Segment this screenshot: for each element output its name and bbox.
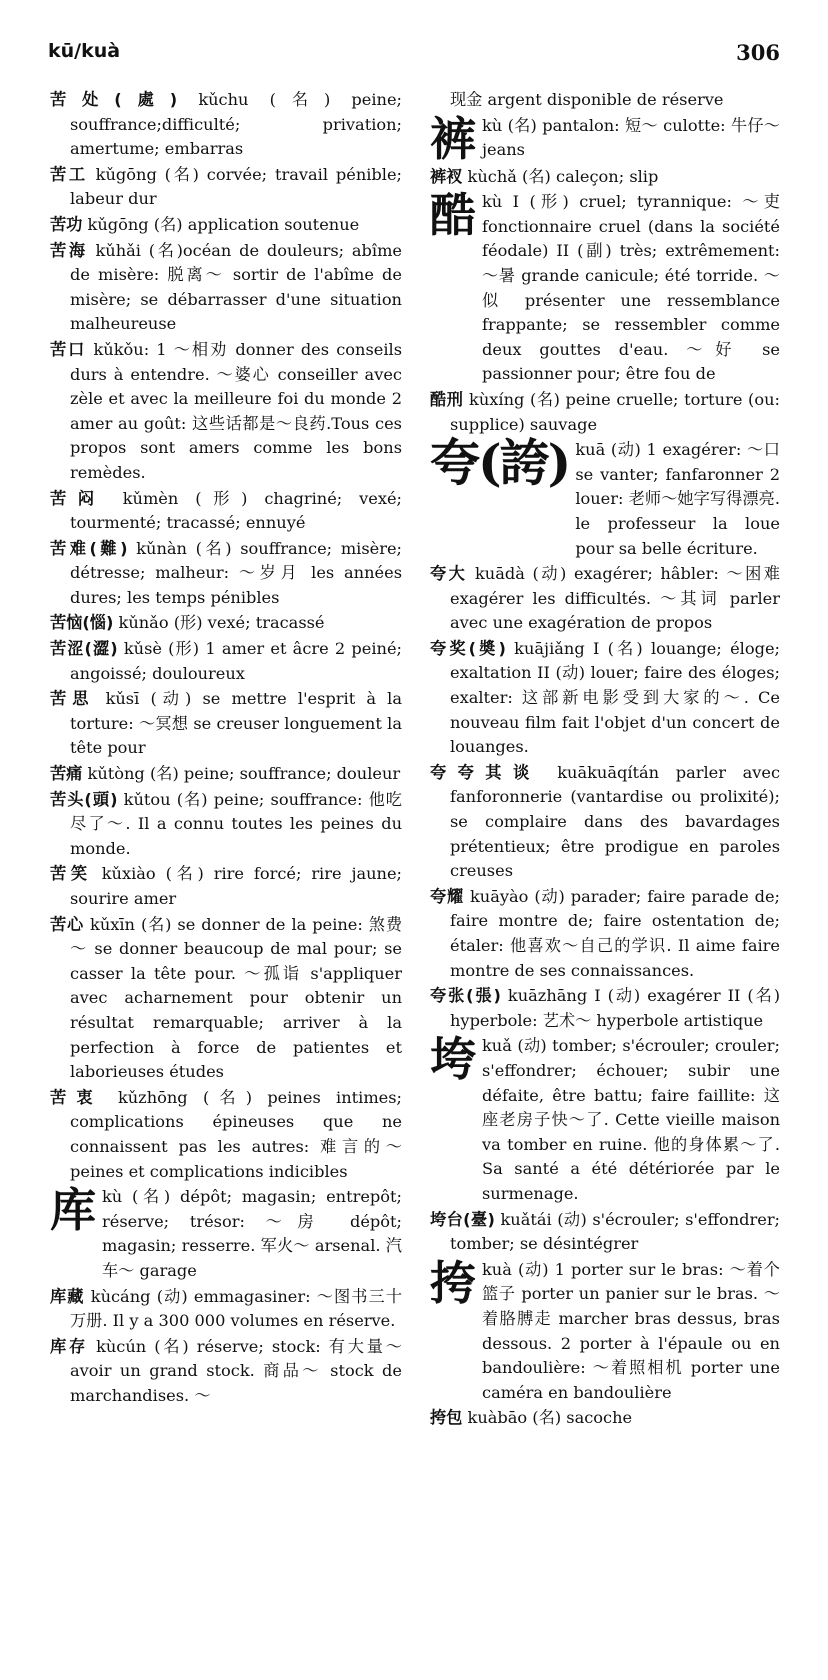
headword: 苦痛 (50, 764, 83, 784)
definition: kǔchu (名) peine; souffrance;difficulté; privation; amertume; embarras (70, 90, 403, 159)
headword: 苦处(處) (50, 90, 178, 109)
definition: kǔxiào (名) rire forcé; rire jaune; sourire amer (70, 864, 402, 908)
dictionary-entry (50, 88, 402, 162)
definition: kuādà (动) exagérer; hâbler: ～困难 exagérer les difficultés. ～其词 parler avec une exagération de propos (450, 564, 780, 633)
main-entry-kua (430, 433, 780, 561)
headword: 苦功 (50, 214, 83, 234)
headword: 库藏 (50, 1286, 85, 1306)
dictionary-entry (50, 637, 402, 686)
dictionary-entry (50, 338, 402, 486)
definition: kùchǎ (名) caleçon; slip (462, 166, 659, 186)
main-entry-ku-pantalon (430, 111, 780, 166)
dictionary-entry (50, 1086, 402, 1184)
dictionary-entry (50, 213, 402, 238)
definition: kǔnàn (名) souffrance; misère; détresse; malheur: ～岁月 les années dures; les temps pénibles (70, 538, 402, 607)
page-header (48, 40, 780, 70)
headword: 苦衷 (50, 1087, 103, 1107)
headword: 苦笑 (50, 864, 92, 884)
main-character: 挎 (430, 1255, 476, 1310)
headword: 夸耀 (430, 886, 464, 906)
headword: 夸张(張) (430, 986, 501, 1006)
headword: 夸夸其谈 (430, 762, 541, 782)
dictionary-entry (50, 1285, 402, 1334)
right-column (430, 88, 780, 1432)
definition: kuājiǎng I (名) louange; éloge; exaltation II (动) louer; faire des éloges; exalter: 这部新电影受到大家的～. Ce nouveau film fait l'objet d'un concert de louanges. (450, 638, 780, 757)
continuation-text: 现金 argent disponible de réserve (450, 90, 724, 109)
main-character: 裤 (430, 111, 476, 166)
definition: kuākuāqítán parler avec fanforonnerie (vantardise ou prolixité); se complaire dans des bavardages prétentieux; être prodigue en paroles creuses (450, 762, 781, 881)
dictionary-entry (430, 1406, 780, 1431)
definition: kǔtou (名) peine; souffrance: 他吃尽了～. Il a connu toutes les peines du monde. (70, 789, 402, 858)
headword: 夸奖(奬) (430, 638, 506, 658)
definition: kǔgōng (名) application soutenue (82, 214, 360, 234)
dictionary-entry (430, 562, 780, 636)
headword: 挎包 (430, 1408, 463, 1428)
headword: 苦心 (50, 914, 85, 934)
definition: kùcáng (动) emmagasiner: ～图书三十万册. Il y a 300 000 volumes en réserve. (70, 1286, 402, 1331)
headword: 苦头(頭) (50, 789, 118, 809)
left-column (50, 88, 402, 1409)
headword: 苦思 (50, 689, 95, 709)
definition: kǔkǒu: 1 ～相劝 donner des conseils durs à entendre. ～婆心 conseiller avec zèle et avec la meilleure foi du monde 2 amer au goût: 这些话都是～良药.Tous ces propos sont amers comme les bons remèdes. (70, 339, 402, 482)
main-entry-ku-depot (50, 1185, 402, 1283)
dictionary-entry (50, 913, 402, 1085)
definition: kǔxīn (名) se donner de la peine: 煞费～ se donner beaucoup de mal pour; se casser la tête pour. ～孤诣 s'appliquer avec acharnement pour obtenir un résultat remarquable; arriver à la perfection à force de patientes et laborieuses études (70, 914, 403, 1082)
main-character: 酷 (430, 188, 476, 243)
definition: kǔsè (形) 1 amer et âcre 2 peiné; angoissé; douloureux (70, 639, 403, 683)
headword: 苦口 (50, 339, 87, 359)
running-head: kū/kuà (48, 40, 121, 62)
dictionary-entry (50, 239, 402, 337)
headword: 苦恼(惱) (50, 613, 114, 633)
definition: kǔzhōng (名) peines intimes; complications épineuses que ne connaissent pas les autres: 难言的～ peines et complications indicibles (70, 1087, 403, 1181)
headword: 库存 (50, 1336, 89, 1356)
definition: kù (名) dépôt; magasin; entrepôt; réserve; trésor: ～房 dépôt; magasin; resserre. 军火～ arsenal. 汽车～ garage (102, 1187, 402, 1280)
dictionary-entry (430, 1208, 780, 1257)
dictionary-entry (430, 761, 780, 884)
dictionary-entry (50, 487, 402, 536)
dictionary-entry (50, 687, 402, 761)
definition: kǔhǎi (名)océan de douleurs; abîme de misère: 脱离～ sortir de l'abîme de misère; se débarrasser d'une situation malheureuse (70, 240, 403, 334)
definition: kuà (动) 1 porter sur le bras: ～着个篮子 porter un panier sur le bras. ～着胳膊走 marcher bras dessus, bras dessous. 2 porter à l'épaule ou en bandoulière: ～着照相机 porter une caméra en bandoulière (482, 1259, 780, 1402)
definition: kuǎtái (动) s'écrouler; s'effondrer; tomber; se désintégrer (450, 1209, 781, 1254)
dictionary-entry (50, 1335, 402, 1409)
definition: kǔmèn (形) chagriné; vexé; tourmenté; tracassé; ennuyé (70, 488, 402, 533)
definition: kù (名) pantalon: 短～ culotte: 牛仔～ jeans (482, 115, 780, 160)
dictionary-entry (50, 537, 402, 611)
main-entry-ku-cruel (430, 190, 780, 387)
definition: kuāyào (动) parader; faire parade de; faire montre de; faire ostentation de; étaler: 他喜欢～自己的学识. Il aime faire montre de ses connaissances. (450, 886, 781, 980)
definition: kuā (动) 1 exagérer: ～口 se vanter; fanfaronner 2 louer: 老师～她字写得漂亮. le professeur la loue pour sa belle écriture. (575, 440, 780, 558)
dictionary-entry (50, 762, 402, 787)
main-entry-kua4 (430, 1255, 780, 1406)
definition: kùcún (名) réserve; stock: 有大量～ avoir un grand stock. 商品～ stock de marchandises. ～ (70, 1336, 402, 1405)
headword: 苦涩(澀) (50, 639, 118, 659)
headword: 酷刑 (430, 389, 464, 409)
definition: kuàbāo (名) sacoche (462, 1408, 633, 1428)
main-character: 垮 (430, 1032, 476, 1087)
definition: kǔgōng (名) corvée; travail pénible; labeur dur (70, 164, 402, 209)
dictionary-entry (430, 637, 780, 760)
headword: 苦海 (50, 240, 88, 260)
definition: kǔsī (动) se mettre l'esprit à la torture: ～冥想 se creuser longuement la tête pour (70, 689, 402, 758)
dictionary-entry (50, 788, 402, 862)
headword: 夸大 (430, 564, 468, 584)
main-entry-kua3 (430, 1034, 780, 1206)
dictionary-entry (430, 984, 780, 1033)
definition: kù I (形) cruel; tyrannique: ～吏 fonctionnaire cruel (dans la société féodale) II (副) très; extrêmement: ～暑 grande canicule; été torride. ～似 présenter une ressemblance frappante; se ressembler comme deux gouttes d'eau. ～好 se passionner pour; être fou de (482, 192, 780, 384)
dictionary-entry (430, 388, 780, 437)
definition: kuāzhāng I (动) exagérer II (名) hyperbole: 艺术～ hyperbole artistique (450, 986, 781, 1030)
main-character: 夸(誇) (430, 433, 570, 493)
headword: 垮台(臺) (430, 1209, 495, 1229)
headword: 苦难(難) (50, 538, 128, 558)
definition: kǔtòng (名) peine; souffrance; douleur (82, 764, 401, 784)
main-character: 库 (50, 1183, 96, 1238)
headword: 苦闷 (50, 488, 106, 508)
headword: 裤衩 (430, 166, 463, 186)
dictionary-entry (50, 862, 402, 911)
dictionary-entry (430, 165, 780, 190)
dictionary-entry (430, 885, 780, 983)
dictionary-entry (50, 163, 402, 212)
headword: 苦工 (50, 164, 88, 184)
definition: kǔnǎo (形) vexé; tracassé (113, 613, 325, 633)
page-number: 306 (736, 40, 780, 65)
dictionary-entry (50, 611, 402, 636)
definition: kuǎ (动) tomber; s'écrouler; crouler; s'effondrer; échouer; subir une défaite, être battu; faire faillite: 这座老房子快～了. Cette vieille maison va tomber en ruine. 他的身体累～了. Sa santé a été détériorée par le surmenage. (482, 1036, 780, 1203)
definition: kùxíng (名) peine cruelle; torture (ou: supplice) sauvage (450, 389, 780, 434)
